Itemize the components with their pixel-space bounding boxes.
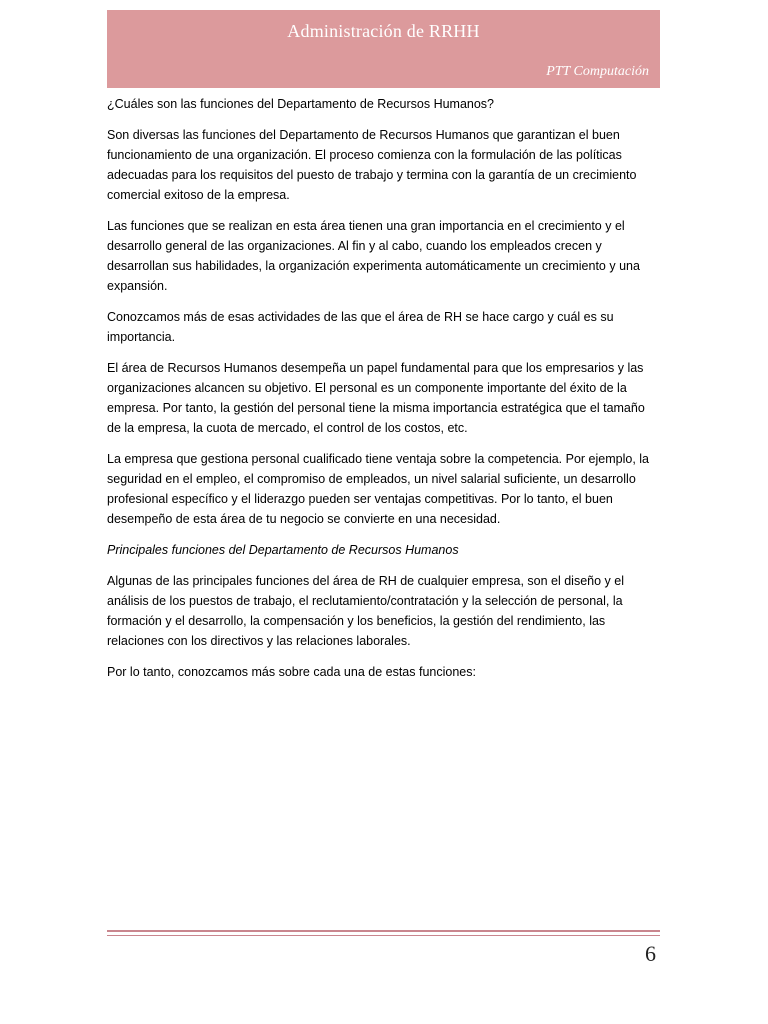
document-subtitle: PTT Computación <box>546 64 649 79</box>
paragraph: Las funciones que se realizan en esta área tienen una gran importancia en el crecimiento y el desarrollo general de las organizaciones. Al fin y al cabo, cuando los empleados crecen y desarrollan sus habilidades, la organización experimenta automáticamente un crecimiento y una expansión. <box>107 219 640 293</box>
page-content <box>107 94 660 693</box>
paragraph: Algunas de las principales funciones del área de RH de cualquier empresa, son el diseño y el análisis de los puestos de trabajo, el reclutamiento/contratación y la selección de personal, la formación y el desarrollo, la compensación y los beneficios, la gestión del rendimiento, las relaciones con los directivos y las relaciones laborales. <box>107 574 624 648</box>
section-heading: ¿Cuáles son las funciones del Departamento de Recursos Humanos? <box>107 97 495 111</box>
section-subheading: Principales funciones del Departamento de Recursos Humanos <box>107 543 459 557</box>
footer-rule-thin <box>107 935 660 936</box>
paragraph: Por lo tanto, conozcamos más sobre cada una de estas funciones: <box>107 665 476 679</box>
page-number: 6 <box>645 941 656 966</box>
paragraph: La empresa que gestiona personal cualificado tiene ventaja sobre la competencia. Por ejemplo, la seguridad en el empleo, el compromiso de empleados, un nivel salarial suficiente, un desarrollo profesional específico y el liderazgo pueden ser ventajas competitivas. Por lo tanto, el buen desempeño de esta área de tu negocio se convierte en una necesidad. <box>107 452 649 526</box>
header-banner <box>107 10 660 88</box>
footer-divider <box>107 930 660 936</box>
paragraph: El área de Recursos Humanos desempeña un papel fundamental para que los empresarios y las organizaciones alcancen su objetivo. El personal es un componente importante del éxito de la empresa. Por tanto, la gestión del personal tiene la misma importancia estratégica que el tamaño de la empresa, la cuota de mercado, el control de los costos, etc. <box>107 361 645 435</box>
footer-rule-thick <box>107 930 660 932</box>
paragraph: Son diversas las funciones del Departamento de Recursos Humanos que garantizan el buen funcionamiento de una organización. El proceso comienza con la formulación de las políticas adecuadas para los requisitos del puesto de trabajo y termina con la garantía de un crecimiento comercial exitoso de la empresa. <box>107 128 637 202</box>
paragraph: Conozcamos más de esas actividades de las que el área de RH se hace cargo y cuál es su importancia. <box>107 310 614 344</box>
document-title: Administración de RRHH <box>287 21 480 41</box>
